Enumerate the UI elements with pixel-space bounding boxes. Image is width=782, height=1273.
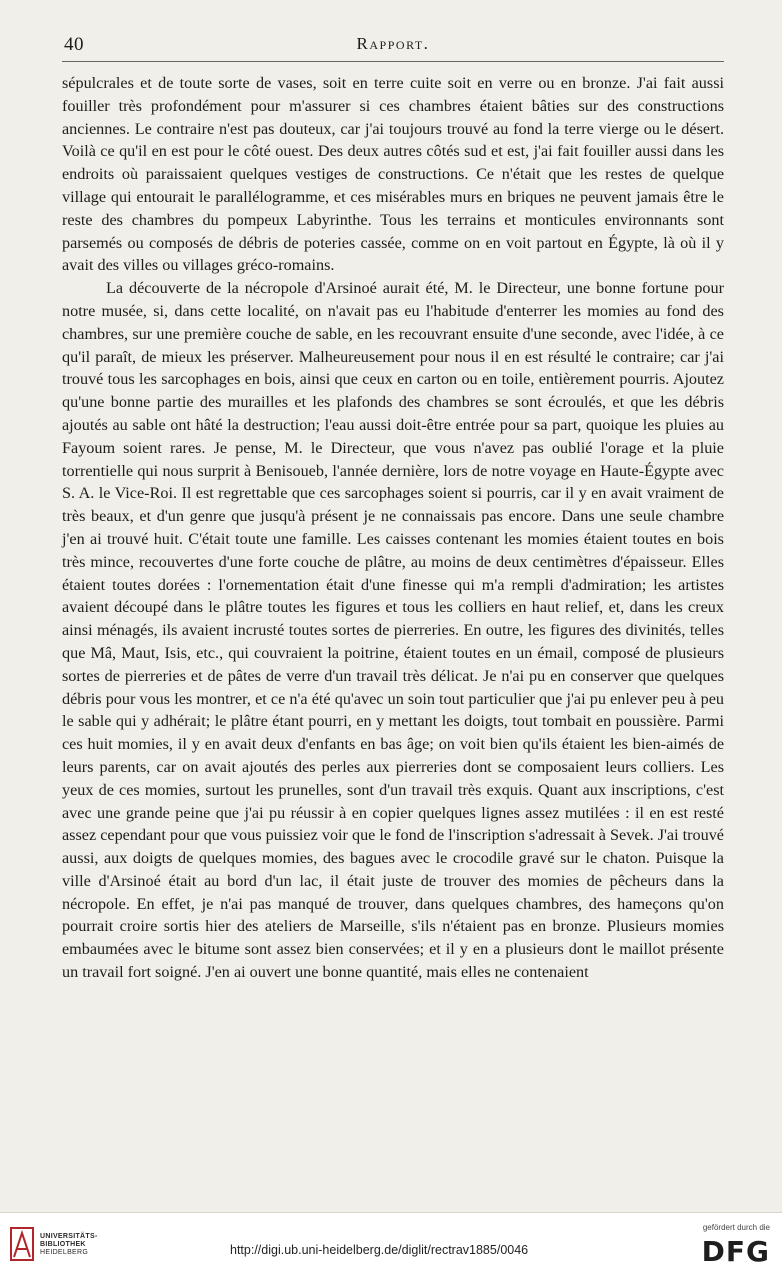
institution-line-3: HEIDELBERG xyxy=(40,1249,89,1256)
body-text xyxy=(62,72,724,984)
running-head: Rapport. xyxy=(356,34,430,53)
source-url-link[interactable]: http://digi.ub.uni-heidelberg.de/diglit/rectrav1885/0046 xyxy=(230,1243,529,1257)
header-rule xyxy=(62,61,724,62)
university-library-logo-icon xyxy=(10,1227,34,1261)
page-header xyxy=(62,34,724,64)
dfg-logo: DFG xyxy=(701,1235,770,1268)
university-library-name xyxy=(40,1233,98,1257)
page-number: 40 xyxy=(64,34,84,55)
paragraph-continuation: sépulcrales et de toute sorte de vases, soit en terre cuite soit en verre ou en bronze. J'ai fait aussi fouiller très profondément pour m'assurer si ces chambres étaient bâties sur des constructions anciennes. Le contraire n'est pas douteux, car j'ai toujours trouvé au fond la terre vierge ou le désert. Voilà ce qu'il en est pour le côté ouest. Des deux autres côtés sud et est, j'ai fait fouiller aussi dans les endroits où paraissaient quelques vestiges de constructions. Ce n'était que les restes de quelque village qui entourait le parallélogramme, et ces misérables murs en briques ne peuvent jamais être le reste des chambres du pompeux Labyrinthe. Tous les terrains et monticules environnants sont parsemés ou composés de débris de poteries cassée, comme on en voit partout en Égypte, là où il y avait des villes ou villages gréco-romains. xyxy=(62,74,724,275)
institution-line-2: BIBLIOTHEK xyxy=(40,1241,86,1248)
funding-note: gefördert durch die xyxy=(702,1223,770,1232)
paragraph-necropole: La découverte de la nécropole d'Arsinoé aurait été, M. le Directeur, une bonne fortune pour notre musée, si, dans cette localité, on n'avait pas eu l'habitude d'enterrer les momies au fond des chambres, sur une première couche de sable, en les recouvrant ensuite d'une seconde, avec l'idée, à ce qu'il paraît, de mieux les préserver. Malheureusement pour nous il en est résulté le contraire; car j'ai trouvé tous les sarcophages en bois, ainsi que ceux en carton ou en toile, entièrement pourris. Ajoutez qu'une bonne partie des murailles et les plafonds des chambres se sont écroulés, et que les débris ajoutés au sable ont hâté la destruction; l'eau aussi doit-être entrée pour sa part, quoique les pluies au Fayoum soient rares. Je pense, M. le Directeur, que vous n'avez pas oublié l'orage et la pluie torrentielle qui nous surprit à Benisoueb, l'année dernière, lors de notre voyage en Haute-Égypte avec S. A. le Vice-Roi. Il est regrettable que ces sarcophages soient si pourris, car il y en avait vraiment de très beaux, et d'un genre que jusqu'à présent je ne connaissais pas encore. Dans une seule chambre j'en ai trouvé huit. C'était toute une famille. Les caisses contenant les momies étaient toutes en bois très mince, recouvertes d'une forte couche de plâtre, au moins de deux centimètres d'épaisseur. Elles étaient toutes dorées : l'ornementation était d'une finesse qui m'a rempli d'admiration; les artistes avaient découpé dans le plâtre toutes les figures et tous les colliers en haut relief, et, dans les creux ainsi ménagés, ils avaient incrusté toutes sortes de pierreries. En outre, les figures des divinités, telles que Mâ, Maut, Isis, etc., qui couvraient la poitrine, étaient toutes en un émail, composé de plusieurs sortes de pierreries et de pâtes de verre d'un travail très délicat. Je n'ai pu en conserver que quelques débris pour vous les montrer, et ce n'a été qu'avec un soin tout particulier que j'ai pu enlever peu à peu le sable qui y adhérait; le plâtre étant pourri, en y mettant les doigts, tout tombait en poussière. Parmi ces huit momies, il y en avait deux d'enfants en bas âge; on voit bien qu'ils étaient les bien-aimés de leurs parents, car on avait ajoutés des perles aux pierreries dont se composaient leurs colliers. Les yeux de ces momies, surtout les prunelles, sont d'un travail très exquis. Quant aux inscriptions, c'est avec une grande peine que j'ai pu réussir à en copier quelques lignes assez mutilées : il en est resté assez cependant pour que vous puissiez voir que le fond de l'inscription s'adressait à Sevek. J'ai trouvé aussi, aux doigts de quelques momies, des bagues avec le crocodile gravé sur le chaton. Puisque la ville d'Arsinoé était au bord d'un lac, il était juste de trouver des momies de pêcheurs dans la nécropole. En effet, je n'ai pas manqué de trouver, dans quelques chambres, des hameçons qu'on pourrait croire sortis hier des ateliers de Marseille, s'ils n'étaient pas en bronze. Plusieurs momies embaumées avec le bitume sont assez bien conservées; et il y en a plusieurs dont le maillot présente un travail fort soigné. J'en ai ouvert une bonne quantité, mais elles ne contenaient xyxy=(62,279,724,982)
digitization-footer xyxy=(0,1212,782,1273)
institution-line-1: UNIVERSITÄTS- xyxy=(40,1233,98,1240)
